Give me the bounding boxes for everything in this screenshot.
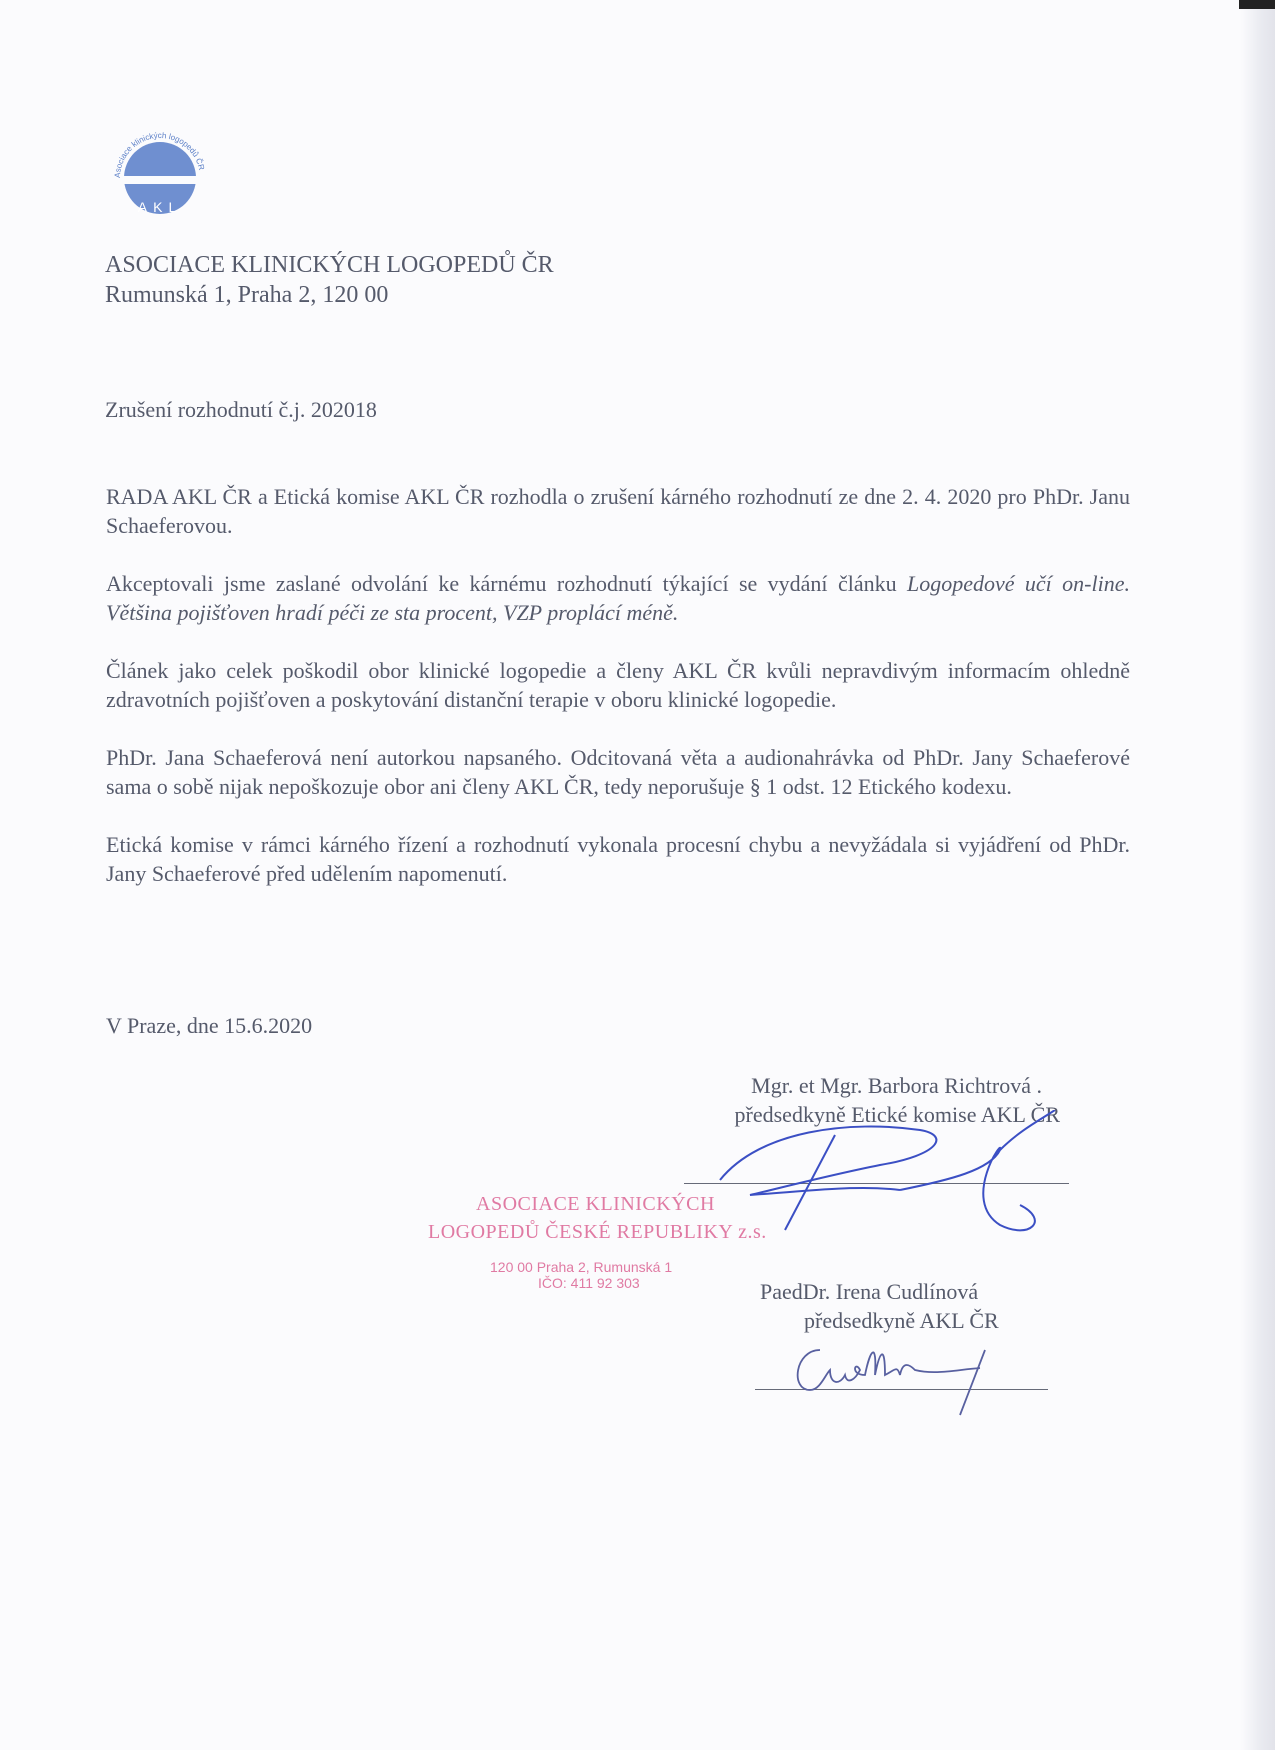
paragraph-appeal xyxy=(106,569,1130,627)
scan-edge-shadow xyxy=(1241,0,1275,1750)
paragraph-article: Článek jako celek poškodil obor klinické logopedie a členy AKL ČR kvůli nepravdivým informacím ohledně zdravotních pojišťoven a poskytování distanční terapie v oboru klinické logopedie. xyxy=(106,658,1130,712)
stamp-ico: IČO: 411 92 303 xyxy=(538,1275,640,1291)
signatory2-role: předsedkyně AKL ČR xyxy=(804,1308,999,1333)
signatory2-name: PaedDr. Irena Cudlínová xyxy=(760,1279,979,1304)
scan-corner-mark xyxy=(1239,0,1275,9)
logo-ring-text: Asociace klinických logopedů ČR xyxy=(112,130,207,179)
signature-line-1 xyxy=(684,1183,1069,1184)
letterhead xyxy=(105,250,554,310)
signatory1-role: předsedkyně Etické komise AKL ČR xyxy=(734,1102,1060,1127)
appeal-text: Akceptovali jsme zaslané odvolání ke kárnému rozhodnutí týkající se vydání článku xyxy=(106,571,907,596)
logo-letters: AKL xyxy=(137,199,183,215)
subject-line: Zrušení rozhodnutí č.j. 202018 xyxy=(105,397,377,422)
handwritten-signature-2 xyxy=(785,1330,1025,1420)
stamp-address: 120 00 Praha 2, Rumunská 1 xyxy=(490,1259,673,1275)
paragraph-procedure: Etická komise v rámci kárného řízení a rozhodnutí vykonala procesní chybu a nevyžádala si vyjádření od PhDr. Jany Schaeferové před udělením napomenutí. xyxy=(106,832,1130,886)
org-name: ASOCIACE KLINICKÝCH LOGOPEDŮ ČR xyxy=(105,252,554,278)
signatory-akl-chair xyxy=(760,1277,999,1335)
signatory1-name: Mgr. et Mgr. Barbora Richtrová . xyxy=(751,1073,1042,1098)
signatory-ethics-chair xyxy=(660,1071,1060,1129)
stamp-line-1: ASOCIACE KLINICKÝCH xyxy=(476,1193,715,1215)
article-title: Logopedové učí on-line. Většina pojišťoven hradí péči ze sta procent, VZP proplácí méně. xyxy=(106,571,1130,625)
signature-line-2 xyxy=(755,1389,1048,1390)
letter-body xyxy=(106,482,1130,917)
akl-logo xyxy=(110,128,210,228)
org-address: Rumunská 1, Praha 2, 120 00 xyxy=(105,282,389,308)
paragraph-decision: RADA AKL ČR a Etická komise AKL ČR rozhodla o zrušení kárného rozhodnutí ze dne 2. 4. 2020 pro PhDr. Janu Schaeferovou. xyxy=(106,484,1130,538)
place-and-date: V Praze, dne 15.6.2020 xyxy=(106,1013,313,1038)
paragraph-author: PhDr. Jana Schaeferová není autorkou napsaného. Odcitovaná věta a audionahrávka od PhDr. Jany Schaeferové sama o sobě nijak nepoškozuje obor ani členy AKL ČR, tedy neporušuje § 1 odst. 12 Etického kodexu. xyxy=(106,745,1130,799)
stamp-line-2: LOGOPEDŮ ČESKÉ REPUBLIKY z.s. xyxy=(428,1221,767,1243)
